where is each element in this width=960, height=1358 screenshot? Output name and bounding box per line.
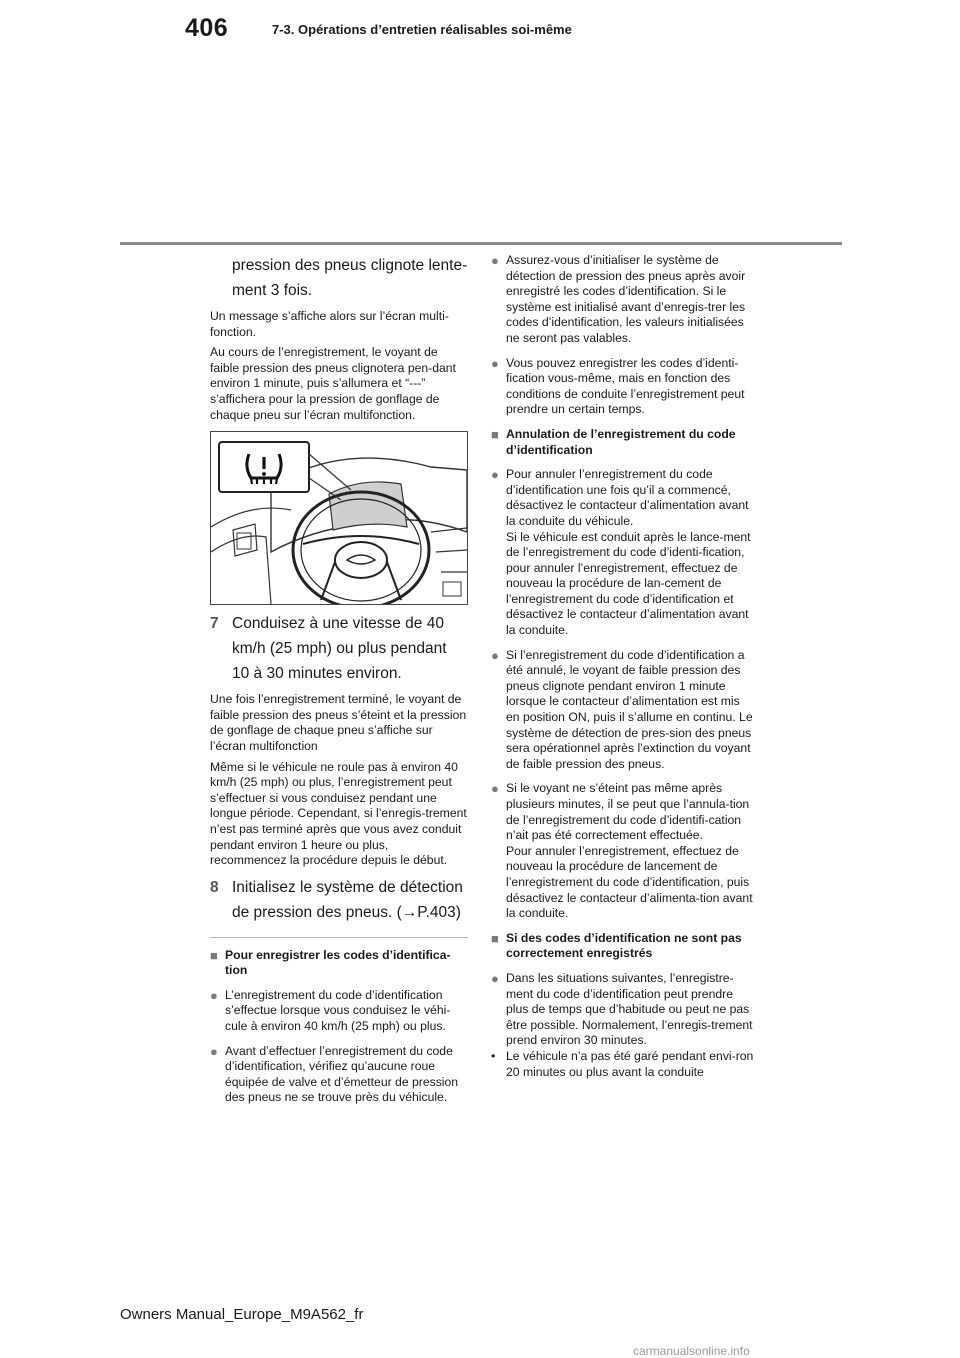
list-item-text: Si l’enregistrement du code d’identification a été annulé, le voyant de faible pression des pneus clignote pendant environ 1 minute lorsque le contacteur d’alimentation est mis en position ON, puis il s’allume en continu. Le système de détection de pres-sion des pneus sera opérationnel après l’extinction du voyant de faible pression des pneus. <box>506 647 753 771</box>
list-item <box>210 988 468 1035</box>
circle-bullet-icon: ● <box>210 987 218 1003</box>
dash-bullet-icon: • <box>491 1048 496 1063</box>
step-number: 8 <box>210 878 219 896</box>
note-registration-complete: Une fois l’enregistrement terminé, le voyant de faible pression des pneus s’éteint et la pression de gonflage de chaque pneu s’affiche sur l’écran multifonction <box>210 692 467 753</box>
heading-text: Annulation de l’enregistrement du code d’identification <box>506 426 736 457</box>
list-item-text: L’enregistrement du code d’identification s’effectue lorsque vous conduisez le véhi-cule à environ 40 km/h (25 mph) ou plus. <box>225 987 451 1034</box>
step-8 <box>210 875 468 925</box>
square-bullet-icon: ■ <box>491 930 499 946</box>
right-column <box>491 253 756 1080</box>
dashboard-illustration <box>210 431 468 605</box>
circle-bullet-icon: ● <box>491 253 499 268</box>
square-bullet-icon: ■ <box>210 947 218 963</box>
list-item <box>210 1044 468 1106</box>
circle-bullet-icon: ● <box>491 647 499 663</box>
step-text: Conduisez à une vitesse de 40 km/h (25 mph) ou plus pendant 10 à 30 minutes environ. <box>232 615 447 683</box>
list-item <box>491 971 756 1049</box>
circle-bullet-icon: ● <box>491 355 499 371</box>
list-item-text-part: Pour annuler l’enregistrement, effectuez de nouveau la procédure de lancement de l’enregistrement du code d’identification, puis désactivez le contacteur d’alimenta-tion avant la conduite. <box>506 843 753 921</box>
list-item <box>491 781 756 921</box>
step-number: 7 <box>210 615 219 633</box>
list-item-text-part: Si le véhicule est conduit après le lance-ment de l’enregistrement du code d’identi-fication, pour annuler l’enregistrement, effectuez de nouveau la procédure de lan-cement de l’enregistrement du code d’identification et désactivez le contacteur d’alimentation avant la conduite. <box>506 529 751 638</box>
circle-bullet-icon: ● <box>491 970 499 986</box>
list-item-text-part: Si le voyant ne s’éteint pas même après plusieurs minutes, il se peut que l’annula-tion de l’enregistrement du code d’identifi-cation n’ait pas été correctement effectuée. <box>506 781 750 843</box>
watermark: carmanualsonline.info <box>633 1344 750 1358</box>
list-item-text: Le véhicule n’a pas été garé pendant envi-ron 20 minutes ou plus avant la conduite <box>506 1048 754 1079</box>
list-item-text <box>506 467 756 639</box>
circle-bullet-icon: ● <box>491 781 499 797</box>
step-text: Initialisez le système de détection de pression des pneus. (→P.403) <box>232 878 463 921</box>
note-slow-driving: Même si le véhicule ne roule pas à environ 40 km/h (25 mph) ou plus, l’enregistrement peut s’effectuer si vous conduisez pendant une longue période. Cependant, si l’enregis-trement n’est pas terminé après que vous avez conduit pendant environ 1 heure ou plus, recommencez la procédure depuis le début. <box>210 759 467 868</box>
list-item-text <box>506 781 756 921</box>
step-7 <box>210 611 468 686</box>
list-item <box>491 648 756 773</box>
list-item <box>491 467 756 639</box>
note-registration-warning-light: Au cours de l’enregistrement, le voyant de faible pression des pneus clignotera pen-dant environ 1 minute, puis s’allumera et “---” s’affichera pour la pression de gonflage de chaque pneu sur l’écran multifonction. <box>210 345 456 422</box>
list-item <box>491 253 756 347</box>
section-title: 7-3. Opérations d’entretien réalisables soi-même <box>272 22 572 37</box>
subsection-heading <box>210 948 468 979</box>
subsection-heading <box>491 427 756 458</box>
note-multifunction-message: Un message s’affiche alors sur l’écran multi-fonction. <box>210 309 449 339</box>
page-number: 406 <box>185 14 229 42</box>
circle-bullet-icon: ● <box>491 467 499 483</box>
list-item <box>491 356 756 418</box>
list-item-text: Avant d’effectuer l’enregistrement du code d’identification, vérifiez qu’aucune roue équipée de valve et d’émetteur de pression des pneus ne se trouve près du véhicule. <box>225 1043 459 1105</box>
list-item-text: Dans les situations suivantes, l’enregistre-ment du code d’identification peut prendre plus de temps que d’habitude ou peut ne pas être possible. Normalement, l’enregis-trement prend environ 30 minutes. <box>506 970 753 1048</box>
subsection-heading <box>491 931 756 962</box>
dashboard-drawing <box>211 432 467 604</box>
section-divider <box>210 937 468 938</box>
dash-list-item <box>491 1049 756 1080</box>
list-item-text-part: Pour annuler l’enregistrement du code d’identification une fois qu’il a commencé, désactivez le contacteur d’alimentation avant la conduite du véhicule. <box>506 467 749 528</box>
heading-text: Si des codes d’identification ne sont pas correctement enregistrés <box>506 930 742 961</box>
circle-bullet-icon: ● <box>210 1043 218 1059</box>
list-item-text: Vous pouvez enregistrer les codes d’identi-fication vous-même, mais en fonction des conditions de conduite l’enregistrement peut prendre un certain temps. <box>506 355 745 417</box>
continued-step-line-2: ment 3 fois. <box>232 282 313 299</box>
continued-step-line-1: pression des pneus clignote lente- <box>232 257 468 274</box>
square-bullet-icon: ■ <box>491 426 499 442</box>
footer-manual-id: Owners Manual_Europe_M9A562_fr <box>120 1306 364 1323</box>
left-column <box>210 253 468 1115</box>
heading-text: Pour enregistrer les codes d’identifica-tion <box>225 947 451 978</box>
list-item-text: Assurez-vous d’initialiser le système de détection de pression des pneus après avoir enregistré les codes d’identification. Si le système est initialisé avant d’enregis-trer les codes d’identification, les valeurs initialisées ne seront pas valables. <box>506 253 746 345</box>
header-rule <box>120 242 842 245</box>
